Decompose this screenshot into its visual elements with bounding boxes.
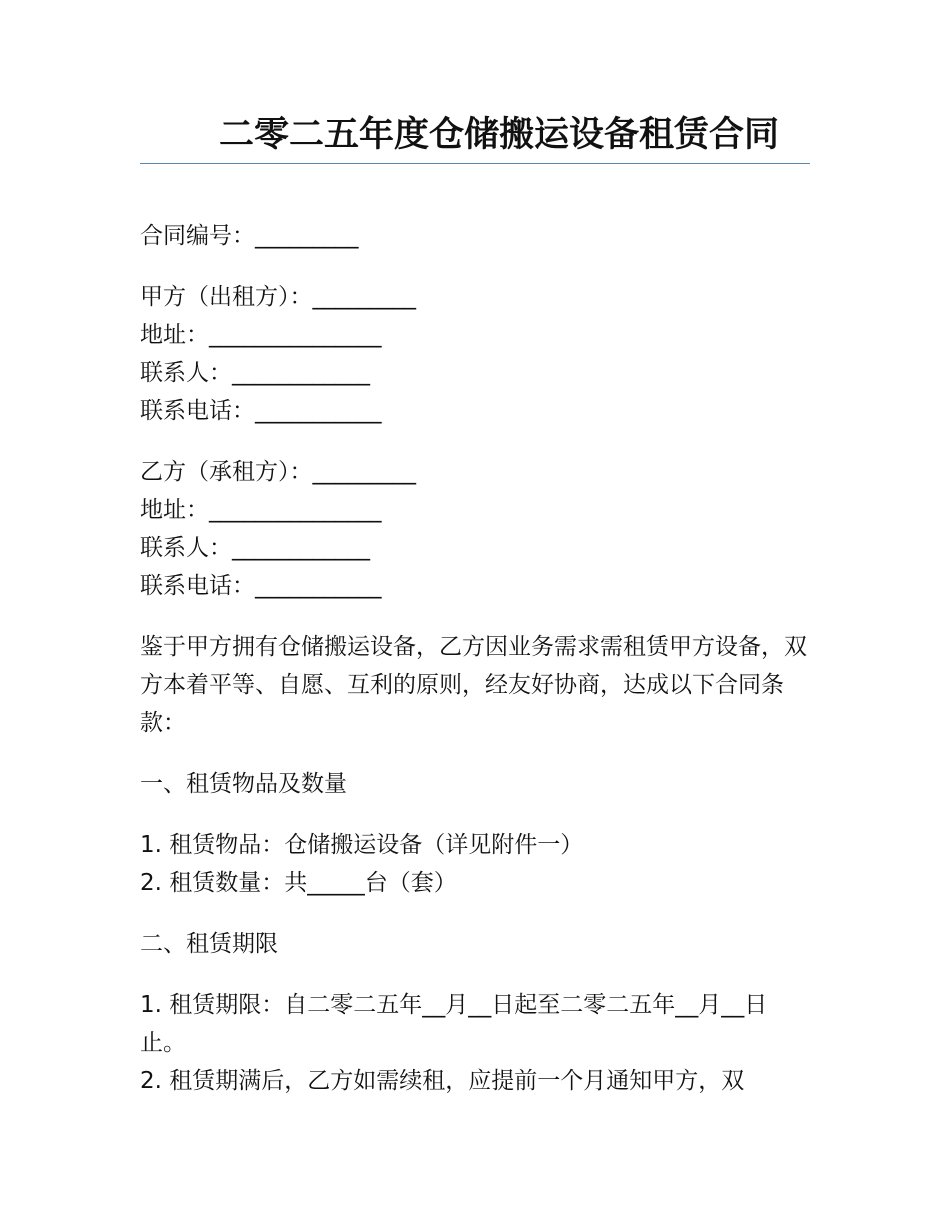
spacer	[140, 605, 812, 628]
spacer	[140, 742, 812, 765]
section-2-item-1: 1. 租赁期限：自二零二五年__月__日起至二零二五年__月__日止。	[140, 992, 768, 1056]
section-1-item-1: 1. 租赁物品：仓储搬运设备（详见附件一）	[140, 832, 584, 858]
party-a-contact-line: 联系人：____________	[140, 360, 370, 386]
contract-number-line: 合同编号：_________	[140, 223, 359, 249]
spacer	[140, 430, 812, 453]
party-a-phone-line: 联系电话：___________	[140, 398, 382, 424]
party-b-phone-line: 联系电话：___________	[140, 573, 382, 599]
spacer	[140, 255, 812, 278]
spacer	[140, 803, 812, 826]
section-1-heading: 一、租赁物品及数量	[140, 771, 347, 797]
preamble-paragraph: 鉴于甲方拥有仓储搬运设备，乙方因业务需求需租赁甲方设备，双方本着平等、自愿、互利的原则，经友好协商，达成以下合同条款：	[140, 634, 807, 736]
party-a-block	[140, 278, 812, 430]
document-page	[140, 110, 812, 1100]
party-b-block	[140, 453, 812, 605]
spacer	[140, 902, 812, 925]
party-b-address-line: 地址：_______________	[140, 497, 382, 523]
document-title: 二零二五年度仓储搬运设备租赁合同	[218, 115, 779, 155]
section-1-item-2: 2. 租赁数量：共_____台（套）	[140, 870, 457, 896]
party-a-name-line: 甲方（出租方）：_________	[140, 284, 416, 310]
section-2-heading: 二、租赁期限	[140, 931, 278, 957]
spacer	[140, 164, 812, 217]
party-b-contact-line: 联系人：____________	[140, 535, 370, 561]
party-b-name-line: 乙方（承租方）：_________	[140, 459, 416, 485]
party-a-address-line: 地址：_______________	[140, 322, 382, 348]
spacer	[140, 963, 812, 986]
section-2-item-2: 2. 租赁期满后，乙方如需续租，应提前一个月通知甲方，双	[140, 1068, 745, 1094]
